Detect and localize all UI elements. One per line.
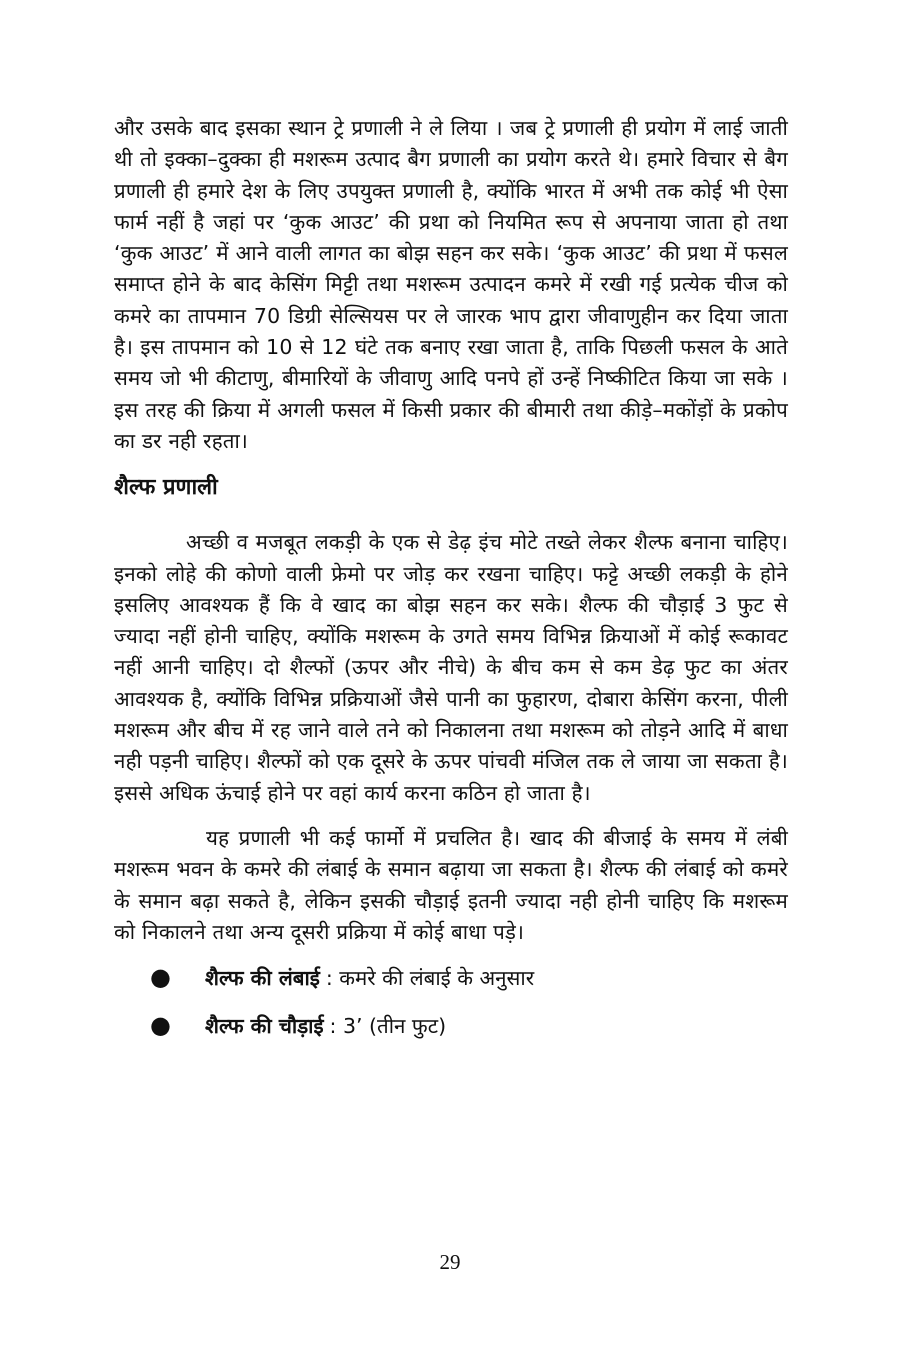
- page-content: [114, 113, 788, 1058]
- shelf-dimensions-list: [114, 962, 788, 1042]
- paragraph-shelf-usage: यह प्रणाली भी कई फार्मो में प्रचलित है। खाद की बीजाई के समय में लंबी मशरूम भवन के कमरे की लंबाई के समान बढ़ाया जा सकता है। शैल्फ की लंबाई को कमरे के समान बढ़ा सकते है, लेकिन इसकी चौड़ाई इतनी ज्यादा नही होनी चाहिए कि मशरूम को निकालने तथा अन्य दूसरी प्रक्रिया में कोई बाधा पड़े।: [114, 825, 788, 944]
- page-number: 29: [439, 1250, 461, 1274]
- shelf-length-value: : कमरे की लंबाई के अनुसार: [325, 966, 535, 991]
- shelf-width-term: शैल्फ की चौड़ाई: [205, 1014, 324, 1039]
- shelf-length-term: शैल्फ की लंबाई: [205, 966, 320, 991]
- bullet-icon: ●: [150, 1011, 171, 1040]
- section-heading-shelf-system: शैल्फ प्रणाली: [114, 475, 218, 501]
- paragraph-cook-out: और उसके बाद इसका स्थान ट्रे प्रणाली ने ले लिया । जब ट्रे प्रणाली ही प्रयोग में लाई जाती थी तो इक्का–दुक्का ही मशरूम उत्पाद बैग प्रणाली का प्रयोग करते थे। हमारे विचार से बैग प्रणाली ही हमारे देश के लिए उपयुक्त प्रणाली है, क्योंकि भारत में अभी तक कोई भी ऐसा फार्म नहीं है जहां पर ‘कुक आउट’ की प्रथा को नियमित रूप से अपनाया जाता हो तथा ‘कुक आउट’ में आने वाली लागत का बोझ सहन कर सके। ‘कुक आउट’ की प्रथा में फसल समाप्त होने के बाद केसिंग मिट्टी तथा मशरूम उत्पादन कमरे में रखी गई प्रत्येक चीज को कमरे का तापमान 70 डिग्री सेल्सियस पर ले जारक भाप द्वारा जीवाणुहीन कर दिया जाता है। इस तापमान को 10 से 12 घंटे तक बनाए रखा जाता है, ताकि पिछली फसल के आते समय जो भी कीटाणु, बीमारियों के जीवाणु आदि पनपे हों उन्हें निष्कीटित किया जा सके । इस तरह की क्रिया में अगली फसल में किसी प्रकार की बीमारी तथा कीड़े–मकोंड़ों के प्रकोप का डर नही रहता।: [114, 116, 788, 453]
- list-item-shelf-width: [150, 1010, 788, 1042]
- list-item-shelf-length: [150, 962, 788, 994]
- shelf-width-value: : 3’ (तीन फुट): [329, 1014, 447, 1039]
- bullet-icon: ●: [150, 963, 171, 992]
- paragraph-shelf-construction: अच्छी व मजबूत लकड़ी के एक से डेढ़ इंच मोटे तख्ते लेकर शैल्फ बनाना चाहिए। इनको लोहे की कोणो वाली फ्रेमो पर जोड़ कर रखना चाहिए। फट्टे अच्छी लकड़ी के होने इसलिए आवश्यक हैं कि वे खाद का बोझ सहन कर सके। शैल्फ की चौड़ाई 3 फुट से ज्यादा नहीं होनी चाहिए, क्योंकि मशरूम के उगते समय विभिन्न क्रियाओं में कोई रूकावट नहीं आनी चाहिए। दो शैल्फों (ऊपर और नीचे) के बीच कम से कम डेढ़ फुट का अंतर आवश्यक है, क्योंकि विभिन्न प्रक्रियाओं जैसे पानी का फुहारण, दोबारा केसिंग करना, पीली मशरूम और बीच में रह जाने वाले तने को निकालना तथा मशरूम को तोड़ने आदि में बाधा नही पड़नी चाहिए। शैल्फों को एक दूसरे के ऊपर पांचवी मंजिल तक ले जाया जा सकता है। इससे अधिक ऊंचाई होने पर वहां कार्य करना कठिन हो जाता है।: [114, 530, 788, 805]
